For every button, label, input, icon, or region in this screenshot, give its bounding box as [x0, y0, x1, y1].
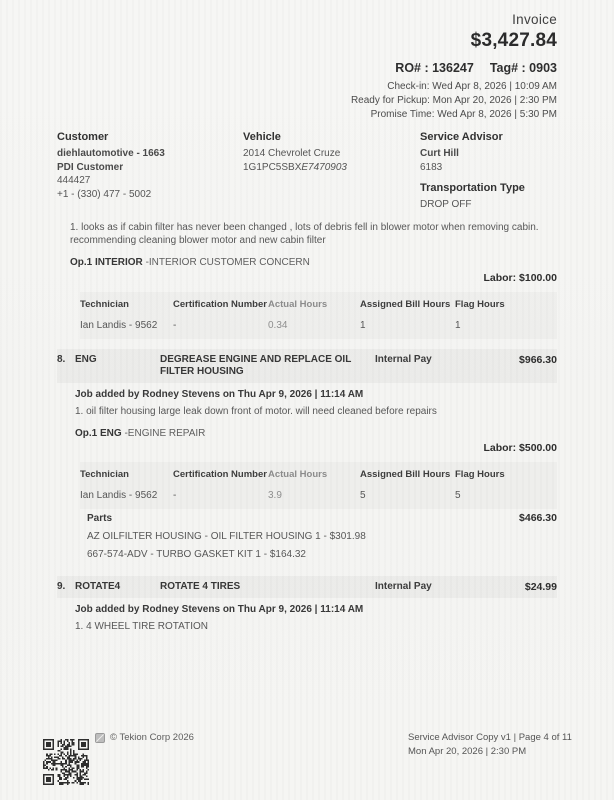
assigned-bill-hours: 5 — [360, 490, 366, 501]
job-8-header-row — [57, 349, 557, 383]
ro-number: RO# : 136247 — [395, 61, 474, 75]
checkin-times-block — [57, 80, 557, 122]
printed-datetime: Mon Apr 20, 2026 | 2:30 PM — [408, 746, 527, 757]
eng-labor-amount: Labor: $500.00 — [483, 442, 557, 454]
technician-table-header — [80, 468, 557, 482]
op-interior-desc: -INTERIOR CUSTOMER CONCERN — [142, 256, 310, 268]
customer-type: PDI Customer — [57, 161, 124, 173]
col-flag-hours: Flag Hours — [455, 469, 505, 480]
vin-suffix: E7470903 — [301, 161, 347, 173]
invoice-total: $3,427.84 — [470, 30, 557, 51]
check-in-line: Check-in: Wed Apr 8, 2026 | 10:09 AM — [387, 81, 557, 92]
certification-number: - — [173, 319, 177, 331]
part-item: 667-574-ADV - TURBO GASKET KIT 1 - $164.32 — [87, 549, 306, 560]
ro-tag-line — [57, 61, 557, 76]
technician-table-eng — [80, 462, 557, 509]
col-assigned-bill-hours: Assigned Bill Hours — [360, 298, 451, 310]
technician-name: Ian Landis - 9562 — [80, 319, 158, 331]
transportation-type-value: DROP OFF — [420, 199, 472, 210]
parts-total: $466.30 — [519, 512, 557, 524]
job-9-note: 1. 4 WHEEL TIRE ROTATION — [75, 621, 208, 632]
tekion-logo-icon — [95, 733, 105, 743]
customer-block — [57, 130, 243, 212]
job-8-pay-type: Internal Pay — [375, 353, 432, 365]
table-row — [80, 319, 557, 333]
col-technician: Technician — [80, 298, 129, 310]
job-9-pay-type: Internal Pay — [375, 581, 432, 592]
copyright-line — [95, 732, 194, 743]
parties-section — [57, 130, 557, 212]
customer-label: Customer — [57, 131, 109, 143]
col-certification-number: Certification Number — [173, 298, 267, 310]
col-actual-hours: Actual Hours — [268, 298, 328, 310]
op-eng-code: Op.1 ENG — [75, 428, 122, 439]
certification-number: - — [173, 490, 177, 501]
copy-page-info: Service Advisor Copy v1 | Page 4 of 11 — [408, 732, 572, 743]
service-advisor-name: Curt Hill — [420, 148, 459, 159]
vehicle-model: 2014 Chevrolet Cruze — [243, 148, 341, 159]
document-type-label: Invoice — [512, 12, 557, 27]
op-interior-line — [70, 256, 557, 269]
ready-for-pickup-line: Ready for Pickup: Mon Apr 20, 2026 | 2:30 PM — [350, 95, 557, 106]
parts-header-row — [87, 511, 557, 526]
interior-labor-amount: Labor: $100.00 — [483, 271, 557, 284]
vin-prefix: 1G1PC5SBX — [243, 161, 302, 173]
copyright-text: © Tekion Corp 2026 — [110, 732, 194, 743]
promise-time-line: Promise Time: Wed Apr 8, 2026 | 5:30 PM — [370, 109, 557, 120]
job-8-amount: $966.30 — [519, 353, 557, 366]
qr-code-icon — [43, 739, 89, 785]
job-8-description: DEGREASE ENGINE AND REPLACE OIL FILTER HOUSING — [160, 353, 352, 377]
job-9-description: ROTATE 4 TIRES — [160, 581, 241, 592]
footer-print-info — [408, 731, 572, 759]
col-technician: Technician — [80, 469, 129, 480]
flag-hours: 5 — [455, 490, 461, 501]
col-certification-number: Certification Number — [173, 469, 267, 480]
service-advisor-label: Service Advisor — [420, 131, 503, 143]
job-9-added-by: Job added by Rodney Stevens on Thu Apr 9, 2026 | 11:14 AM — [75, 604, 364, 615]
col-flag-hours: Flag Hours — [455, 298, 505, 310]
job-8-added-by: Job added by Rodney Stevens on Thu Apr 9, 2026 | 11:14 AM — [75, 388, 364, 400]
job-9-number: 9. — [57, 581, 66, 592]
job-9-code: ROTATE4 — [75, 581, 121, 592]
vehicle-label: Vehicle — [243, 131, 281, 143]
col-actual-hours: Actual Hours — [268, 469, 328, 480]
transportation-type-label: Transportation Type — [420, 182, 525, 194]
customer-number: 444427 — [57, 175, 91, 186]
vehicle-block — [243, 130, 420, 212]
flag-hours: 1 — [455, 319, 461, 331]
qr-code-svg — [43, 739, 89, 785]
vehicle-vin — [243, 161, 420, 175]
customer-concern-note: 1. looks as if cabin filter has never been changed , lots of debris fell in blower motor when removing cabin. recommending cleaning blower motor and new cabin filter — [70, 221, 539, 246]
actual-hours: 0.34 — [268, 319, 288, 331]
advisor-block — [420, 130, 557, 212]
col-assigned-bill-hours: Assigned Bill Hours — [360, 469, 451, 480]
actual-hours: 3.9 — [268, 490, 282, 501]
op-interior-code: Op.1 INTERIOR — [70, 256, 143, 268]
parts-section — [87, 511, 557, 562]
parts-label: Parts — [87, 513, 113, 524]
technician-table-header — [80, 298, 557, 312]
table-row — [80, 489, 557, 503]
job-8-code: ENG — [75, 353, 97, 365]
customer-name: diehlautomotive - 1663 — [57, 148, 165, 159]
job-8-number: 8. — [57, 353, 66, 365]
job-9-header-row — [57, 576, 557, 598]
technician-name: Ian Landis - 9562 — [80, 490, 158, 501]
part-item: AZ OILFILTER HOUSING - OIL FILTER HOUSING 1 - $301.98 — [87, 531, 366, 542]
technician-table-interior — [80, 292, 557, 339]
customer-phone: +1 - (330) 477 - 5002 — [57, 188, 152, 200]
tag-number: Tag# : 0903 — [489, 61, 557, 75]
service-advisor-number: 6183 — [420, 161, 443, 173]
job-9-amount: $24.99 — [524, 581, 557, 593]
op-eng-line — [75, 427, 557, 440]
op-eng-desc: -ENGINE REPAIR — [121, 428, 206, 439]
job-8-note: 1. oil filter housing large leak down front of motor. will need cleaned before repairs — [75, 405, 437, 417]
invoice-header — [57, 12, 557, 122]
assigned-bill-hours: 1 — [360, 319, 366, 331]
